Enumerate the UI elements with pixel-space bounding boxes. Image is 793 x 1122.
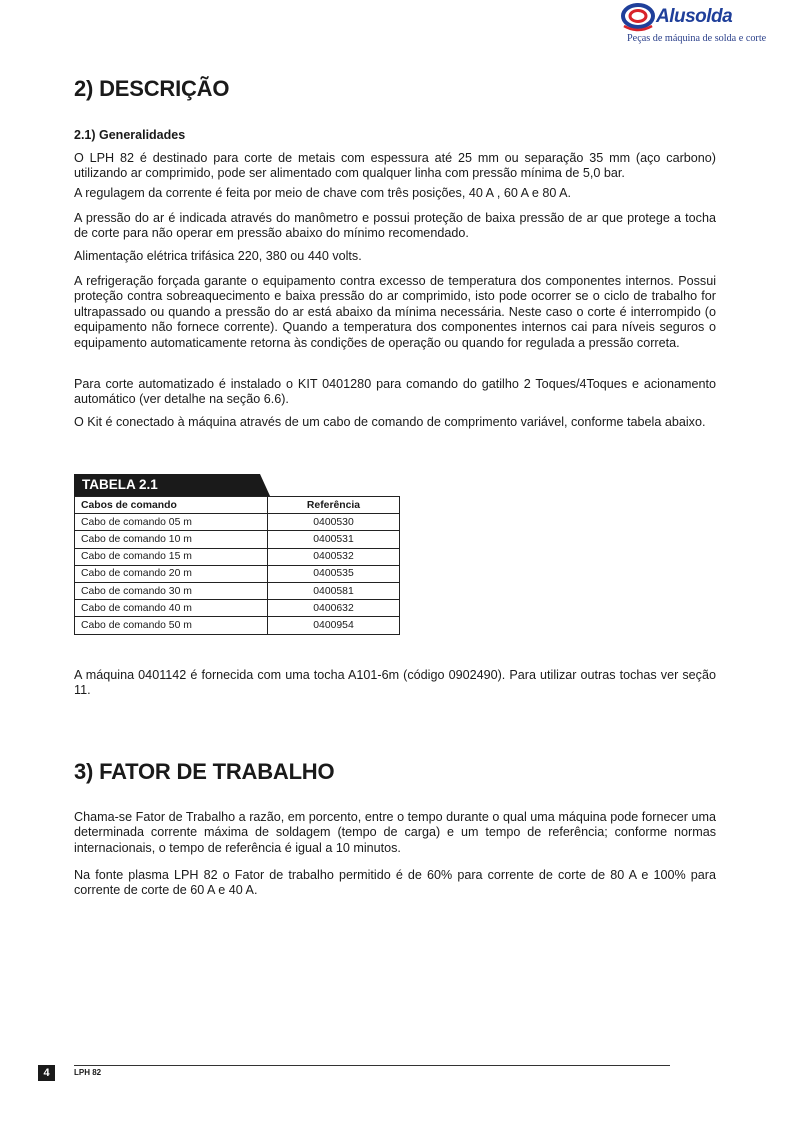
cell-reference: 0400954 xyxy=(268,617,400,634)
footer-divider xyxy=(74,1065,670,1066)
section-title-descricao: 2) DESCRIÇÃO xyxy=(74,76,230,101)
cell-reference: 0400532 xyxy=(268,548,400,565)
cell-reference: 0400632 xyxy=(268,600,400,617)
paragraph: Para corte automatizado é instalado o KIT 0401280 para comando do gatilho 2 Toques/4Toques e acionamento automático (ver detalhe na seção 6.6). xyxy=(74,377,716,407)
table-label: TABELA 2.1 xyxy=(74,474,260,496)
table-row xyxy=(75,548,400,565)
section-title-fator-de-trabalho: 3) FATOR DE TRABALHO xyxy=(74,759,335,784)
column-header-reference: Referência xyxy=(268,497,400,514)
table xyxy=(74,496,400,635)
cell-cable: Cabo de comando 15 m xyxy=(75,548,268,565)
page-number: 4 xyxy=(38,1065,55,1081)
cell-cable: Cabo de comando 40 m xyxy=(75,600,268,617)
cell-cable: Cabo de comando 10 m xyxy=(75,531,268,548)
table-row xyxy=(75,565,400,582)
brand-logo xyxy=(618,2,768,46)
paragraph: O Kit é conectado à máquina através de um cabo de comando de comprimento variável, conforme tabela abaixo. xyxy=(74,415,706,429)
alusolda-logo-icon xyxy=(618,2,658,32)
paragraph: Alimentação elétrica trifásica 220, 380 ou 440 volts. xyxy=(74,249,362,263)
table-header-row xyxy=(75,497,400,514)
cell-reference: 0400531 xyxy=(268,531,400,548)
paragraph: A regulagem da corrente é feita por meio de chave com três posições, 40 A , 60 A e 80 A. xyxy=(74,186,572,200)
cell-reference: 0400535 xyxy=(268,565,400,582)
cell-cable: Cabo de comando 50 m xyxy=(75,617,268,634)
table-row xyxy=(75,514,400,531)
subsection-title-generalidades: 2.1) Generalidades xyxy=(74,128,186,142)
footer-doc-name: LPH 82 xyxy=(74,1068,102,1077)
paragraph: O LPH 82 é destinado para corte de metais com espessura até 25 mm ou separação 35 mm (aço carbono) utilizando ar comprimido, pode ser alimentado com qualquer linha com pressão mínima de 5,0 bar. xyxy=(74,151,716,181)
cell-cable: Cabo de comando 30 m xyxy=(75,582,268,599)
logo-tagline: Peças de máquina de solda e corte xyxy=(627,33,767,44)
paragraph: A máquina 0401142 é fornecida com uma tocha A101-6m (código 0902490). Para utilizar outras tochas ver seção 11. xyxy=(74,668,716,698)
column-header-cables: Cabos de comando xyxy=(75,497,268,514)
table-row xyxy=(75,531,400,548)
cable-reference-table xyxy=(74,474,400,635)
paragraph: Chama-se Fator de Trabalho a razão, em porcento, entre o tempo durante o qual uma máquina pode fornecer uma determinada corrente máxima de soldagem (tempo de carga) e um tempo de referência; conforme normas internacionais, o tempo de referência é igual a 10 minutos. xyxy=(74,810,716,855)
cell-reference: 0400530 xyxy=(268,514,400,531)
table-row xyxy=(75,617,400,634)
logo-brand-name: Alusolda xyxy=(656,6,733,27)
cell-cable: Cabo de comando 20 m xyxy=(75,565,268,582)
paragraph: Na fonte plasma LPH 82 o Fator de trabalho permitido é de 60% para corrente de corte de 80 A e 100% para corrente de corte de 60 A e 40 A. xyxy=(74,868,716,898)
table-row xyxy=(75,600,400,617)
paragraph: A pressão do ar é indicada através do manômetro e possui proteção de baixa pressão de ar que protege a tocha de corte para não operar em pressão abaixo do mínimo recomendado. xyxy=(74,211,716,241)
paragraph: A refrigeração forçada garante o equipamento contra excesso de temperatura dos componentes internos. Possui proteção contra sobreaquecimento e baixa pressão do ar comprimido, isto pode ocorrer se o ciclo de trabalho for ultrapassado ou quando a pressão do ar está abaixo da mínima necessária. Neste caso o corte é interrompido (o equipamento não fornece corrente). Quando a temperatura dos componentes internos cai para níveis seguros o equipamento automaticamente retorna às condições de operação ou quando for regulada a pressão correta. xyxy=(74,274,716,350)
table-row xyxy=(75,582,400,599)
cell-reference: 0400581 xyxy=(268,582,400,599)
cell-cable: Cabo de comando 05 m xyxy=(75,514,268,531)
